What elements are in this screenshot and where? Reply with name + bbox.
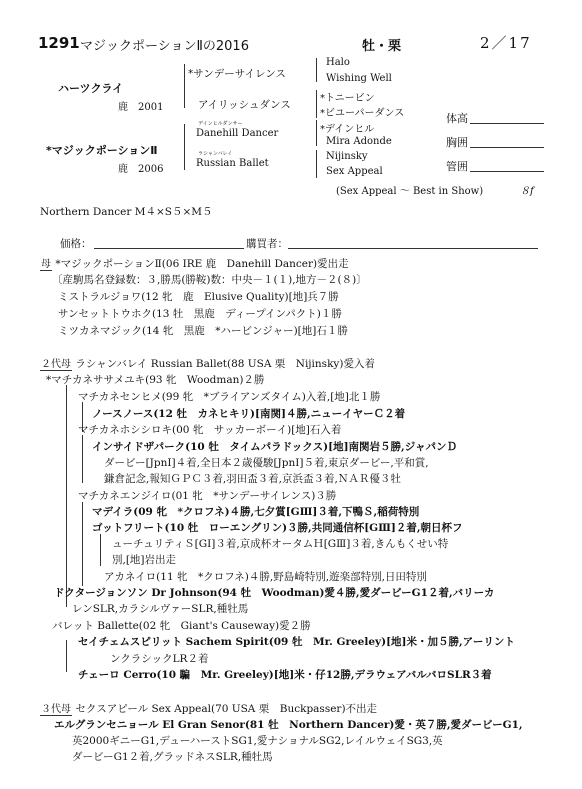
g3-ancestor: Halo	[326, 57, 350, 68]
list-item: エルグランセニョール El Gran Senor(81 牡 Northern Dancer)愛・英７勝,愛ダービーG1,	[54, 719, 523, 731]
cannon-label: 管囲	[446, 160, 468, 173]
height-label: 体高	[446, 112, 468, 125]
list-item: *マチカネササメユキ(93 牝 Woodman)２勝	[46, 374, 265, 386]
sire-info: 鹿 2001	[118, 102, 164, 113]
dam-sire-ruby: デインヒルダンサー	[198, 121, 243, 127]
list-item: ダービーG1２着,グラッドネスSLR,種牡馬	[72, 751, 273, 763]
g3-ancestor: Sex Appeal	[326, 166, 383, 177]
chest-field	[470, 147, 544, 148]
list-item: ミストラルジョワ(12 牝 鹿 Elusive Quality)[地]兵７勝	[58, 291, 339, 303]
family-tree-line	[100, 534, 101, 566]
mother-stats: 〔産駒馬名登録数：３,勝馬(勝鞍)数：中央－１(１),地方－２(８)〕	[52, 274, 367, 286]
mother-heading	[40, 255, 349, 271]
list-item: マチカネエンジイロ(01 牝 *サンデーサイレンス)３勝	[78, 490, 337, 502]
bracket-line	[316, 150, 317, 178]
sire-name: ハーツクライ	[58, 82, 124, 95]
list-item: 別,[地]岩出走	[112, 554, 177, 566]
inbreeding: Northern Dancer M４×S５×M５	[40, 206, 213, 218]
list-item: マチカネセンヒメ(99 牝 *ブライアンズタイム)入着,[地]北１勝	[78, 391, 381, 403]
sire-sire: *サンデーサイレンス	[188, 68, 286, 80]
list-item: チェーロ Cerro(10 騙 Mr. Greeley)[地]米・仔12勝,デラウェアバルバロSLR３着	[78, 669, 492, 681]
sf-mark: ８f	[520, 186, 534, 197]
sire-dam: アイリッシュダンス	[198, 99, 291, 111]
g3-ancestor: *デインヒル	[320, 124, 375, 135]
mother-title: *マジックポーションⅡ(06 IRE 鹿 Danehill Dancer)愛出走	[55, 258, 349, 270]
g2-title: ラシャンバレイ Russian Ballet(88 USA 栗 Nijinsky)愛入着	[75, 358, 375, 370]
bracket-line	[184, 64, 185, 108]
dam-name: *マジックポーションⅡ	[46, 144, 158, 157]
list-item: セイチェムスピリット Sachem Spirit(09 牡 Mr. Greeley)[地]米・加５勝,アーリント	[78, 636, 515, 648]
g2-heading	[40, 355, 375, 371]
height-field	[470, 123, 544, 124]
list-item: サンセットトウホク(13 牡 黒鹿 ディープインパクト)１勝	[58, 308, 342, 320]
list-item: バレット Ballette(02 牝 Giant's Causeway)愛２勝	[52, 620, 311, 632]
chest-label: 胸囲	[446, 136, 468, 149]
sex-color: 牡・栗	[362, 39, 402, 54]
catalog-number: 1291	[38, 34, 80, 52]
list-item: ゴットフリート(10 牡 ローエングリン)３勝,共同通信杯[GⅢ]２着,朝日杯フ	[92, 522, 463, 534]
list-item: インサイドザパーク(10 牡 タイムパラドックス)[地]南関岩５勝,ジャパンＤ	[92, 441, 457, 453]
list-item: 英2000ギニーG1,デューハーストSG1,愛ナショナルSG2,レイルウェイSG3,英	[72, 735, 443, 747]
g3-ancestor: Nijinsky	[326, 151, 368, 162]
list-item: マチカネホシシロキ(00 牝 サッカーボーイ)[地]石入着	[78, 424, 342, 436]
family-tree-line	[82, 435, 83, 483]
g3-ancestor: Mira Adonde	[326, 136, 392, 147]
g2-tag: ２代母	[41, 359, 71, 370]
list-item: レンSLR,カラシルヴァーSLR,種牡馬	[72, 603, 249, 615]
list-item: ンクラシックLR２着	[110, 653, 209, 665]
g3-ancestor: *トニービン	[320, 93, 375, 104]
page-title: マジックポーションⅡの2016	[80, 39, 249, 54]
list-item: ノースノース(12 牡 カネヒキリ)[南関]４勝,ニューイヤーＣ２着	[92, 408, 406, 420]
bracket-line	[184, 124, 185, 170]
dam-sire: Danehill Dancer	[196, 128, 279, 139]
dam-dam: Russian Ballet	[196, 158, 269, 169]
g3-ancestor: *ビユーパーダンス	[320, 108, 405, 119]
pedigree-note: (Sex Appeal ～ Best in Show)	[336, 186, 484, 197]
family-tree-line	[66, 385, 67, 607]
bracket-line	[316, 120, 317, 146]
list-item: ドクタージョンソン Dr Johnson(94 牡 Woodman)愛４勝,愛ダービーG1２着,バリーカ	[54, 587, 495, 599]
family-tree-line	[66, 640, 67, 672]
dam-info: 鹿 2006	[118, 164, 164, 175]
list-item: 鎌倉記念,報知ＧＰＣ３着,羽田盃３着,京浜盃３着,ＮＡＲ優３牡	[104, 473, 401, 485]
list-item: マデイラ(09 牝 *クロフネ)４勝,七夕賞[GⅢ]３着,下鴨Ｓ,稲荷特別	[92, 506, 420, 518]
dam-dam-ruby: ラシャンバレイ	[198, 151, 233, 157]
list-item: ューチュリティＳ[GⅠ]３着,京成杯オータムＨ[GⅢ]３着,きんもくせい特	[112, 538, 449, 550]
g3-tag: ３代母	[41, 704, 71, 715]
list-item: ダービー[JpnⅠ]４着,全日本２歳優駿[JpnⅠ]５着,東京ダービー,平和賞,	[104, 457, 429, 469]
buyer-field	[288, 248, 538, 249]
page-indicator: 2／17	[480, 34, 532, 52]
cannon-field	[470, 171, 544, 172]
list-item: アカネイロ(11 牝 *クロフネ)４勝,野島崎特別,遊楽部特別,日田特別	[104, 571, 427, 583]
price-label: 価格：	[60, 238, 92, 250]
g3-title: セクスアピール Sex Appeal(70 USA 栗 Buckpasser)不出走	[75, 703, 378, 715]
price-field	[94, 248, 244, 249]
buyer-label: 購買者：	[246, 238, 288, 250]
g3-heading	[40, 700, 377, 716]
list-item: ミツカネマジック(14 牝 黒鹿 *ハービンジャー)[地]石１勝	[58, 325, 348, 337]
mother-tag: 母	[41, 259, 51, 270]
family-tree-line	[82, 502, 83, 586]
bracket-line	[316, 90, 317, 118]
bracket-line	[316, 58, 317, 82]
g3-ancestor: Wishing Well	[326, 73, 392, 84]
